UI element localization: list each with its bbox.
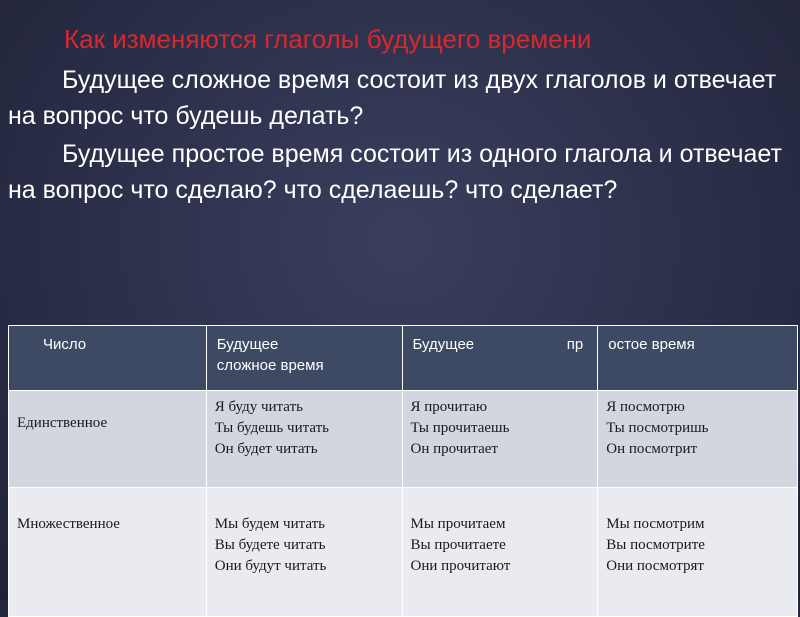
header-future-simple-left: Будущее xyxy=(412,336,475,353)
table-row xyxy=(9,391,798,488)
cell-line: Ты посмотришь xyxy=(606,420,709,436)
cell-line: Они будут читать xyxy=(214,558,327,574)
cell-line: Мы прочитаем xyxy=(410,516,506,532)
paragraph-simple-text: Будущее простое время состоит из одного глагола и отвечает на вопрос что сделаю? что сделаешь? что сделает? xyxy=(8,140,782,204)
cell-line: Вы будете читать xyxy=(214,537,326,553)
header-future-complex-line1: Будущее xyxy=(216,336,279,353)
table-row xyxy=(9,488,798,617)
cell-line: Они прочитают xyxy=(410,558,511,574)
cell-line: Они посмотрят xyxy=(606,558,704,574)
cell-simple2-singular xyxy=(598,391,798,488)
verb-tense-table xyxy=(8,325,798,617)
header-number: Число xyxy=(9,326,207,391)
cell-line: Я буду читать xyxy=(214,399,303,415)
paragraph-complex-tense xyxy=(8,62,788,134)
cell-line: Мы будем читать xyxy=(214,516,326,532)
cell-line: Вы прочитаете xyxy=(410,537,506,553)
cell-line: Я прочитаю xyxy=(410,399,488,415)
cell-line: Он посмотрит xyxy=(606,441,698,457)
header-future-simple-part2: остое время xyxy=(598,326,798,391)
table-header-row xyxy=(9,326,798,391)
cell-line: Я посмотрю xyxy=(606,399,685,415)
header-future-complex xyxy=(206,326,402,391)
cell-complex-plural xyxy=(206,488,402,617)
cell-line: Мы посмотрим xyxy=(606,516,705,532)
paragraph-complex-text: Будущее сложное время состоит из двух глаголов и отвечает на вопрос что будешь делать? xyxy=(8,66,777,130)
row-label-singular: Единственное xyxy=(9,391,207,488)
cell-complex-singular xyxy=(206,391,402,488)
paragraph-simple-tense xyxy=(8,136,788,208)
slide-title: Как изменяются глаголы будущего времени xyxy=(64,24,592,54)
cell-line: Ты прочитаешь xyxy=(410,420,510,436)
header-future-complex-line2: сложное время xyxy=(216,357,324,374)
cell-line: Вы посмотрите xyxy=(606,537,705,553)
cell-line: Он прочитает xyxy=(410,441,498,457)
cell-simple1-plural xyxy=(402,488,598,617)
cell-simple1-singular xyxy=(402,391,598,488)
header-future-simple-right: пр xyxy=(566,336,584,353)
header-future-simple-part1 xyxy=(402,326,598,391)
row-label-plural: Множественное xyxy=(9,488,207,617)
cell-simple2-plural xyxy=(598,488,798,617)
cell-line: Ты будешь читать xyxy=(214,420,329,436)
cell-line: Он будет читать xyxy=(214,441,318,457)
